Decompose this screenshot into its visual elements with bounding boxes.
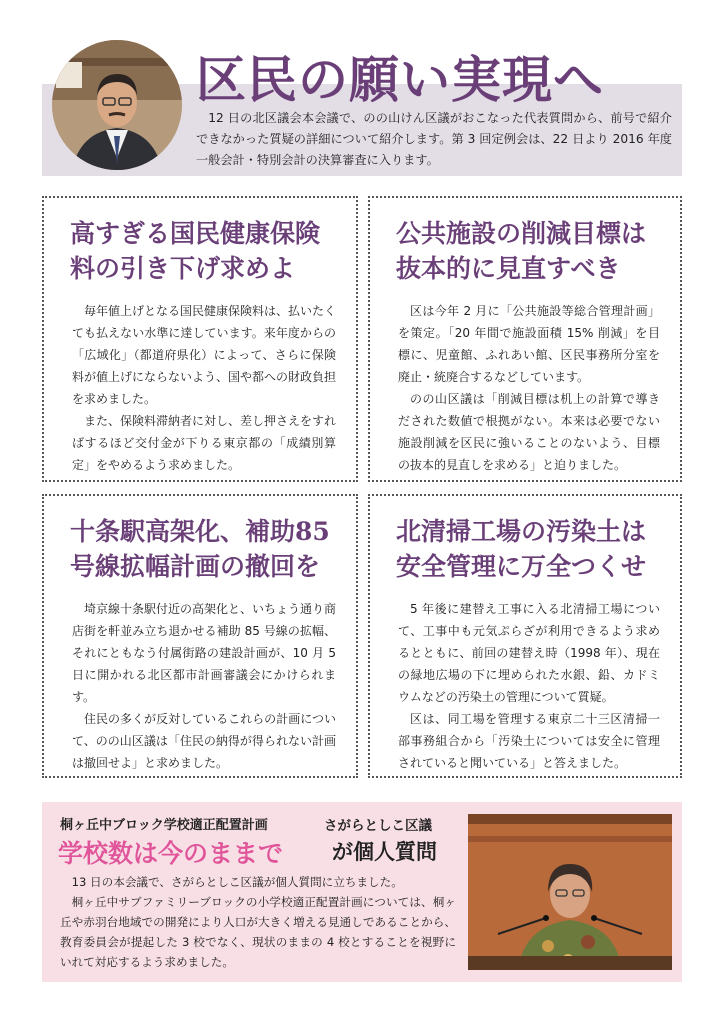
article-title-line: 抜本的に見直すべき — [396, 254, 621, 283]
bottom-paragraph: 桐ヶ丘中サブファミリーブロックの小学校適正配置計画については、桐ヶ丘や赤羽台地域での開発により人口が大きく増える見通しであることから、教育委員会が提起した 3 校でなく、現状のままの 4 校とすることを視野にいれて対応するよう求めました。 — [60, 895, 456, 969]
bottom-headline: 学校数は今のままで — [58, 839, 284, 868]
bottom-kicker: 桐ヶ丘中ブロック学校適正配置計画 — [60, 818, 268, 833]
article-title — [70, 216, 338, 286]
article-title — [396, 216, 662, 286]
header-lead-text: 12 日の北区議会本会議で、のの山けん区議がおこなった代表質問から、前号で紹介できなかった質疑の詳細について紹介します。第 3 回定例会は、22 日より 2016 年度一般会計・特別会計の決算審査に入ります。 — [196, 111, 672, 167]
article-body — [62, 300, 338, 476]
article-title-line: 号線拡幅計画の撤回を — [70, 552, 321, 581]
article-title-line: 北清掃工場の汚染土は — [396, 517, 647, 546]
article-paragraph: 区は今年 2 月に「公共施設等総合管理計画」を策定。「20 年間で施設面積 15% 削減」を目標に、児童館、ふれあい館、区民事務所分室を廃止・統廃合するなどしています。 — [398, 304, 660, 384]
article-box-public-facilities — [368, 196, 682, 482]
article-body — [388, 598, 662, 774]
article-title-line: 高すぎる国民健康保険 — [70, 219, 321, 248]
bottom-section-school-plan — [42, 802, 682, 982]
bottom-body — [60, 872, 456, 972]
article-paragraph: 毎年値上げとなる国民健康保険料は、払いたくても払えない水準に達しています。来年度からの「広域化」（都道府県化）によって、さらに保険料が値上げにならないよう、国や都への財政負担を求めました。 — [72, 304, 337, 406]
article-title-line: 十条駅高架化、補助85 — [70, 517, 330, 546]
councilor-portrait-photo — [52, 40, 182, 170]
article-paragraph: 区は、同工場を管理する東京二十三区清掃一部事務組合から「汚染土については安全に管理されていると聞いている」と答えました。 — [398, 712, 660, 770]
speech-photo-illustration — [468, 814, 672, 970]
article-body — [62, 598, 338, 774]
article-box-waste-plant — [368, 494, 682, 778]
article-paragraph: また、保険料滞納者に対し、差し押さえをすればするほど交付金が下りる東京都の「成績別算定」をやめるよう求めました。 — [72, 414, 337, 472]
article-paragraph: 住民の多くが反対しているこれらの計画について、のの山区議は「住民の納得が得られない計画は撤回せよ」と求めました。 — [72, 712, 336, 770]
article-body — [388, 300, 662, 476]
article-paragraph: 5 年後に建替え工事に入る北清掃工場について、工事中も元気ぷらざが利用できるよう求めるとともに、前回の建替え時（1998 年）、現在の緑地広場の下に埋められた水銀、鉛、カドミウムなどの汚染土の管理について質疑。 — [398, 602, 660, 704]
bottom-paragraph: 13 日の本会議で、さがらとしこ区議が個人質問に立ちました。 — [71, 875, 403, 889]
article-paragraph: 埼京線十条駅付近の高架化と、いちょう通り商店街を軒並み立ち退かせる補助 85 号線の拡幅、それにともなう付属街路の建設計画が、10 月 5 日に開かれる北区都市計画審議会にかけられます。 — [72, 602, 337, 704]
bottom-speaker-caption: が個人質問 — [332, 840, 437, 864]
page-title: 区民の願い実現へ — [196, 51, 604, 109]
article-box-jujo-station — [42, 494, 358, 778]
article-paragraph: のの山区議は「削減目標は机上の計算で導きだされた数値で根拠がない。本来は必要でない施設削減を区民に強いることのないよう、目標の抜本的見直しを求める」と迫りました。 — [398, 392, 660, 472]
article-title-line: 公共施設の削減目標は — [396, 219, 647, 248]
portrait-illustration — [52, 40, 182, 170]
article-title — [396, 514, 662, 584]
article-title-line: 料の引き下げ求めよ — [70, 254, 296, 283]
councilor-speech-photo — [468, 814, 672, 970]
article-box-health-insurance — [42, 196, 358, 482]
article-title — [70, 514, 338, 584]
bottom-speaker-name: さがらとしこ区議 — [324, 818, 432, 834]
article-title-line: 安全管理に万全つくせ — [396, 552, 647, 581]
